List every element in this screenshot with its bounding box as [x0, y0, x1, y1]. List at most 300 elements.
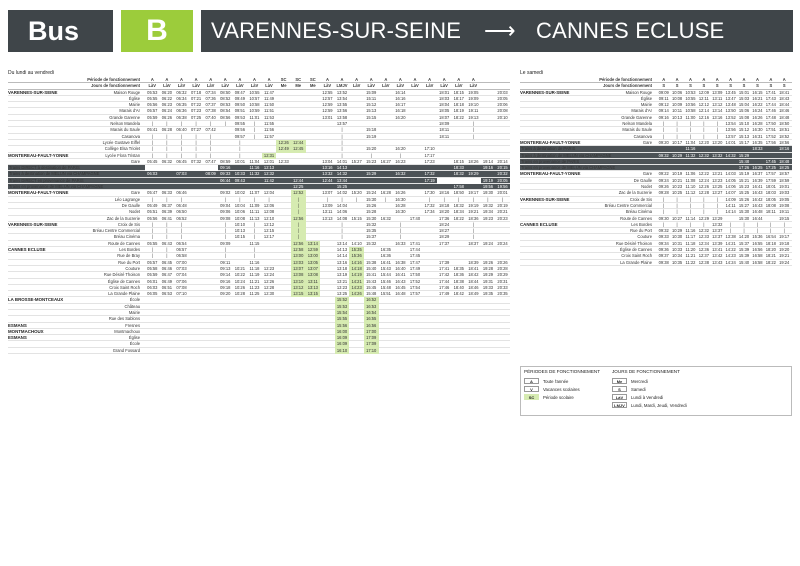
time-cell: 14:01: [725, 139, 736, 145]
time-cell: 15:40: [738, 259, 750, 265]
time-cell: |: [291, 197, 306, 203]
stop-name: Maison Rouge: [113, 89, 140, 95]
time-cell: 13:58: [336, 114, 348, 120]
time-cell: 10:17: [671, 139, 683, 145]
time-cell: |: [341, 234, 343, 240]
time-cell: 18:57: [779, 171, 790, 177]
stop-name: Collège Elsa Triolet: [104, 146, 140, 152]
time-cell: 14:22: [725, 247, 736, 253]
time-cell: 18:16: [451, 178, 466, 184]
time-cell: 12:25: [293, 184, 304, 190]
time-cell: 09:11: [220, 259, 231, 265]
stop-name: Rue du Port: [118, 259, 140, 265]
time-cell: 05:47: [147, 190, 158, 196]
town-name: CANNES ECLUSE: [8, 247, 46, 253]
time-cell: 19:30: [482, 190, 494, 196]
time-cell: 16:28: [380, 190, 391, 196]
time-cell: |: [180, 121, 183, 127]
time-cell: 17:52: [765, 133, 776, 139]
header-cell: LàV: [236, 83, 244, 89]
town-name: MONTEREAU-FAULT-YONNE: [520, 139, 581, 145]
stop-name: Rue du Port: [630, 228, 652, 234]
stop-row: [520, 260, 792, 266]
time-cell: |: [151, 133, 153, 139]
time-cell: 10:22: [234, 272, 245, 278]
time-cell: |: [180, 152, 183, 158]
time-cell: 12:16: [698, 114, 709, 120]
time-cell: |: [291, 222, 306, 228]
time-cell: |: [703, 202, 705, 208]
time-cell: 18:56: [779, 139, 790, 145]
time-cell: 09:34: [658, 240, 669, 246]
town-name: MONTEREAU-FAULT-YONNE: [8, 152, 69, 158]
time-cell: 07:42: [205, 127, 216, 133]
time-cell: 18:22: [453, 215, 464, 221]
time-cell: 18:20: [765, 247, 776, 253]
time-cell: 11:07: [249, 190, 260, 196]
legend-jours-title: JOURS DE FONCTIONNEMENT: [612, 369, 680, 374]
time-cell: 13:07: [322, 190, 333, 196]
time-cell: 15:24: [366, 190, 377, 196]
time-cell: 17:25: [765, 165, 776, 171]
time-cell: 15:30: [366, 215, 377, 221]
time-cell: 13:15: [291, 291, 306, 297]
time-cell: 07:27: [190, 127, 202, 133]
time-cell: 16:41: [380, 259, 391, 265]
time-cell: 13:27: [712, 190, 723, 196]
time-cell: 11:21: [685, 253, 696, 259]
time-cell: 18:11: [439, 133, 450, 139]
time-cell: 13:44: [336, 177, 348, 183]
time-cell: 08:56: [220, 114, 231, 120]
time-cell: 05:55: [147, 240, 158, 246]
time-cell: 10:26: [234, 284, 245, 290]
time-cell: 07:00: [176, 259, 187, 265]
time-cell: 20:31: [497, 278, 508, 284]
time-cell: 10:30: [671, 234, 683, 240]
time-cell: 18:04: [439, 102, 450, 108]
time-cell: 13:08: [306, 272, 321, 278]
time-cell: 12:26: [698, 184, 709, 190]
time-cell: |: [253, 221, 255, 227]
time-cell: 15:15: [351, 215, 362, 221]
header-cell: A: [675, 77, 679, 82]
time-cell: 13:07: [291, 266, 306, 272]
time-cell: 09:32: [658, 152, 669, 158]
stop-name: Gare: [130, 158, 140, 164]
time-cell: |: [151, 253, 153, 259]
time-cell: |: [151, 121, 153, 127]
time-cell: 19:13: [468, 114, 479, 120]
time-cell: 06:49: [161, 278, 173, 284]
time-cell: 06:46: [161, 265, 173, 271]
time-cell: 18:04: [437, 178, 452, 184]
weekday-title: Du lundi au vendredi: [8, 70, 54, 76]
time-cell: 16:27: [380, 158, 391, 164]
time-cell: 17:54: [409, 284, 421, 290]
header-cell: SC: [280, 77, 287, 82]
header-cell: LàV: [440, 83, 448, 89]
time-cell: 15:19: [738, 171, 750, 177]
time-cell: 20:21: [497, 209, 508, 215]
time-cell: 16:37: [752, 171, 763, 177]
time-cell: 16:56: [752, 247, 763, 253]
time-cell: |: [472, 121, 474, 127]
time-cell: 14:06: [725, 184, 736, 190]
time-cell: |: [210, 133, 212, 139]
time-cell: 09:12: [658, 102, 669, 108]
time-cell: 18:18: [439, 202, 450, 208]
time-cell: 13:15: [306, 291, 321, 297]
time-cell: |: [239, 146, 241, 152]
time-cell: 18:01: [439, 89, 450, 95]
time-cell: 18:15: [453, 89, 464, 95]
header-cell: A: [194, 77, 198, 82]
header-cell: A: [755, 77, 759, 82]
stop-name: Grande Garenne: [621, 114, 652, 120]
time-cell: 17:49: [409, 265, 421, 271]
time-cell: 17:44: [409, 247, 421, 253]
header-cell: A: [325, 77, 329, 82]
time-cell: 10:29: [671, 228, 683, 234]
time-cell: |: [716, 127, 718, 133]
time-cell: 11:16: [685, 228, 696, 234]
header-cell: A: [702, 77, 706, 82]
time-cell: 09:36: [658, 247, 669, 253]
legend-text: Samedi: [631, 386, 646, 392]
time-cell: 18:35: [453, 265, 464, 271]
time-cell: 20:05: [497, 177, 508, 183]
time-cell: 16:42: [752, 196, 763, 202]
time-cell: 13:41: [712, 247, 723, 253]
time-cell: 19:56: [497, 184, 508, 190]
time-cell: 17:41: [439, 265, 450, 271]
time-cell: 15:20: [366, 146, 377, 152]
time-cell: 15:41: [366, 272, 377, 278]
time-cell: 12:59: [306, 247, 321, 253]
time-cells: [145, 348, 510, 354]
time-cell: |: [487, 196, 489, 202]
time-cell: 15:23: [366, 158, 377, 164]
time-cell: 09:47: [234, 89, 245, 95]
time-cell: 13:37: [712, 234, 723, 240]
time-cell: |: [716, 202, 718, 208]
time-cell: 05:56: [147, 215, 158, 221]
time-cell: 13:45: [725, 89, 736, 95]
header-cell: S: [702, 83, 706, 89]
time-cell: 12:44: [322, 177, 333, 183]
time-cell: |: [472, 133, 474, 139]
legend-text: Vacances scolaires: [543, 386, 580, 392]
time-cell: 11:32: [249, 171, 260, 177]
header-cell: LàV: [250, 83, 259, 89]
time-cell: 12:56: [291, 216, 306, 222]
time-cell: 16:09: [335, 335, 350, 341]
time-cell: 10:57: [249, 95, 260, 101]
time-cell: 16:35: [752, 139, 763, 145]
time-cell: 18:19: [453, 108, 464, 114]
time-cell: |: [770, 221, 772, 227]
time-cell: |: [326, 196, 328, 202]
time-cell: |: [210, 139, 212, 145]
time-cell: |: [341, 196, 343, 202]
time-cell: 16:58: [752, 259, 763, 265]
time-cell: 13:42: [712, 253, 723, 259]
stop-name: Lycée Gustave Eiffel: [102, 139, 140, 145]
time-cell: |: [166, 221, 168, 227]
time-cell: 14:05: [725, 177, 736, 183]
time-cell: 19:03: [779, 190, 790, 196]
time-cell: 20:29: [497, 272, 508, 278]
time-cell: 18:18: [765, 240, 776, 246]
time-cell: 07:03: [176, 171, 187, 177]
time-cell: 15:29: [366, 171, 377, 177]
time-cell: 18:09: [439, 121, 450, 127]
time-cell: 20:08: [497, 108, 508, 114]
time-cell: 05:57: [147, 108, 158, 114]
time-cell: 11:20: [685, 247, 696, 253]
time-cell: 19:26: [482, 259, 494, 265]
page-header: [0, 0, 800, 58]
header-cell: A: [369, 77, 373, 82]
stop-name: Mairie: [128, 309, 140, 315]
time-cell: 13:32: [712, 152, 723, 158]
time-cell: 12:06: [263, 202, 275, 208]
time-cell: 08:50: [220, 89, 231, 95]
time-cell: 12:17: [263, 234, 275, 240]
time-cell: 09:09: [658, 89, 669, 95]
time-cell: 13:11: [306, 279, 321, 285]
header-cell: LàV: [367, 83, 375, 89]
time-cell: |: [291, 228, 306, 234]
time-cell: 10:15: [234, 234, 245, 240]
time-cell: 13:19: [336, 272, 348, 278]
time-cell: 09:02: [220, 190, 231, 196]
time-cell: |: [224, 196, 226, 202]
stop-name: Bréau Cinéma: [113, 234, 140, 240]
time-cell: 11:15: [249, 240, 260, 246]
time-cell: 15:35: [366, 228, 377, 234]
time-cell: |: [180, 234, 183, 240]
header-label: Période de fonctionnement: [599, 77, 652, 82]
legend-periodes-title: PÉRIODES DE FONCTIONNEMENT: [524, 369, 601, 374]
time-cell: 10:58: [685, 108, 696, 114]
header-cell: A: [165, 77, 169, 82]
stop-name: Rue des Sablons: [108, 316, 140, 322]
header-cell: LàV: [469, 83, 478, 89]
header-label: Période de fonctionnement: [87, 77, 140, 82]
time-cell: 06:28: [161, 127, 173, 133]
time-cell: 09:14: [220, 272, 231, 278]
time-cell: 06:57: [176, 247, 187, 253]
time-cell: 19:05: [466, 178, 481, 184]
time-cell: 16:28: [395, 202, 406, 208]
time-cell: 14:02: [336, 190, 348, 196]
time-cell: 06:32: [176, 89, 187, 95]
time-cell: 20:23: [497, 215, 508, 221]
time-cell: |: [291, 203, 306, 209]
legend-item: [612, 401, 687, 409]
stop-name: Château: [124, 303, 140, 309]
time-cell: |: [253, 253, 255, 259]
time-cell: 10:09: [671, 102, 683, 108]
town-name: ESMANS: [8, 322, 27, 328]
time-cell: |: [151, 139, 153, 145]
time-cell: 16:58: [752, 253, 763, 259]
time-cell: 09:33: [220, 171, 231, 177]
time-cell: |: [341, 139, 343, 145]
header-label: Jours de fonctionnement: [91, 83, 140, 89]
time-cell: |: [166, 234, 168, 240]
header-cell: S: [729, 83, 733, 89]
time-cell: 14:26: [349, 291, 364, 297]
time-cell: 06:33: [161, 190, 173, 196]
time-cell: |: [341, 152, 343, 158]
time-cell: 14:14: [725, 209, 736, 215]
time-cell: 12:34: [698, 240, 709, 246]
time-cell: 20:06: [497, 102, 508, 108]
time-cell: |: [166, 121, 168, 127]
time-cell: 14:11: [725, 202, 736, 208]
time-cell: 07:03: [176, 265, 187, 271]
time-cell: |: [703, 196, 705, 202]
header-cell: LàV: [148, 83, 157, 89]
time-cell: 18:27: [439, 228, 450, 234]
time-cell: 09:06: [220, 209, 231, 215]
header-cell: LàV: [382, 83, 390, 89]
time-cell: 14:19: [349, 272, 364, 278]
time-cell: 13:14: [306, 241, 321, 247]
stop-name: Lycée Flora Tristan: [105, 152, 140, 158]
time-cell: 10:31: [671, 240, 683, 246]
time-cell: 13:50: [725, 108, 736, 114]
time-cell: 13:03: [291, 260, 306, 266]
time-cell: 19:21: [468, 209, 479, 215]
time-cell: 15:12: [738, 127, 750, 133]
time-cell: 06:54: [176, 240, 187, 246]
line-badge: B: [121, 10, 193, 52]
time-cell: 17:09: [364, 335, 379, 341]
time-cell: 18:32: [453, 202, 464, 208]
time-cell: 15:48: [366, 291, 377, 297]
time-cell: 18:29: [439, 234, 450, 240]
time-cell: |: [756, 221, 758, 227]
time-cell: 17:36: [439, 215, 450, 221]
time-cell: 09:28: [658, 190, 669, 196]
time-cell: |: [151, 221, 153, 227]
time-cell: 18:11: [765, 209, 776, 215]
time-cell: |: [676, 209, 678, 215]
header-label: Jours de fonctionnement: [603, 83, 652, 89]
time-cell: 13:21: [336, 278, 348, 284]
time-cell: 14:03: [725, 171, 736, 177]
time-cell: 14:23: [725, 253, 736, 259]
time-cell: |: [676, 121, 678, 127]
time-cell: 12:32: [698, 152, 709, 158]
stop-name: Croix Saint Roch: [621, 253, 652, 259]
time-cell: 18:34: [453, 209, 464, 215]
time-cell: |: [180, 221, 183, 227]
stop-name: Couture: [637, 234, 652, 240]
time-cell: 15:52: [335, 297, 350, 303]
time-cell: 18:25: [779, 165, 790, 171]
time-cell: 15:38: [366, 259, 377, 265]
time-cell: 20:33: [497, 284, 508, 290]
legend-jours: [612, 369, 687, 409]
time-cell: 17:57: [765, 171, 776, 177]
time-cell: |: [458, 196, 460, 202]
time-cell: 16:43: [395, 278, 406, 284]
time-cell: 15:48: [380, 284, 391, 290]
time-cell: 16:10: [335, 348, 350, 354]
time-cell: 09:11: [658, 95, 669, 101]
time-cell: |: [370, 152, 372, 158]
time-cell: 16:55: [752, 240, 763, 246]
time-cell: |: [716, 196, 718, 202]
time-cell: 15:30: [366, 196, 377, 202]
time-cell: 09:14: [658, 108, 669, 114]
time-cell: 11:18: [249, 265, 260, 271]
time-cell: 06:50: [176, 209, 187, 215]
header-cell: A: [413, 77, 417, 82]
time-cell: |: [166, 196, 168, 202]
time-cell: |: [166, 152, 168, 158]
time-cell: 14:23: [349, 285, 364, 291]
time-cell: 11:42: [264, 177, 275, 183]
time-cell: |: [341, 127, 343, 133]
time-cell: |: [472, 196, 474, 202]
time-cell: 17:56: [765, 139, 776, 145]
time-cell: 11:11: [249, 209, 260, 215]
time-cell: 18:51: [779, 127, 790, 133]
time-cell: 17:50: [765, 121, 776, 127]
time-cell: 15:28: [366, 209, 377, 215]
time-cell: 13:04: [322, 158, 333, 164]
time-cell: 15:20: [351, 190, 362, 196]
time-cell: 06:40: [176, 127, 187, 133]
town-name: MONTMACHOUX: [8, 328, 44, 334]
time-cell: 11:19: [249, 272, 260, 278]
time-cell: 17:57: [409, 291, 421, 297]
town-name: MONTEREAU-FAULT-YONNE: [8, 190, 69, 196]
time-cell: 19:01: [779, 184, 790, 190]
time-cell: 09:49: [234, 95, 245, 101]
time-cell: 11:21: [249, 278, 260, 284]
time-cell: 13:01: [322, 114, 333, 120]
time-cell: 06:45: [160, 165, 175, 171]
header-cell: A: [209, 77, 213, 82]
time-cell: 17:45: [765, 158, 776, 164]
time-cell: 15:55: [335, 316, 350, 322]
time-cell: 19:24: [779, 259, 790, 265]
time-cell: 16:25: [752, 165, 763, 171]
time-cell: 16:28: [752, 121, 763, 127]
legend-code: SC: [524, 394, 539, 400]
time-cell: 15:21: [738, 177, 750, 183]
time-cell: 18:37: [468, 240, 479, 246]
time-cell: 18:46: [468, 284, 479, 290]
time-cell: 11:25: [249, 291, 260, 297]
time-cell: 15:43: [366, 278, 377, 284]
time-cell: 12:33: [698, 234, 709, 240]
time-cell: 12:56: [291, 241, 306, 247]
stop-name: Marais d'Ar: [119, 108, 140, 114]
time-cell: 08:53: [220, 102, 231, 108]
time-cell: |: [224, 221, 226, 227]
time-cell: 11:17: [685, 234, 696, 240]
time-cell: 05:57: [147, 259, 158, 265]
time-cell: 11:18: [685, 240, 696, 246]
